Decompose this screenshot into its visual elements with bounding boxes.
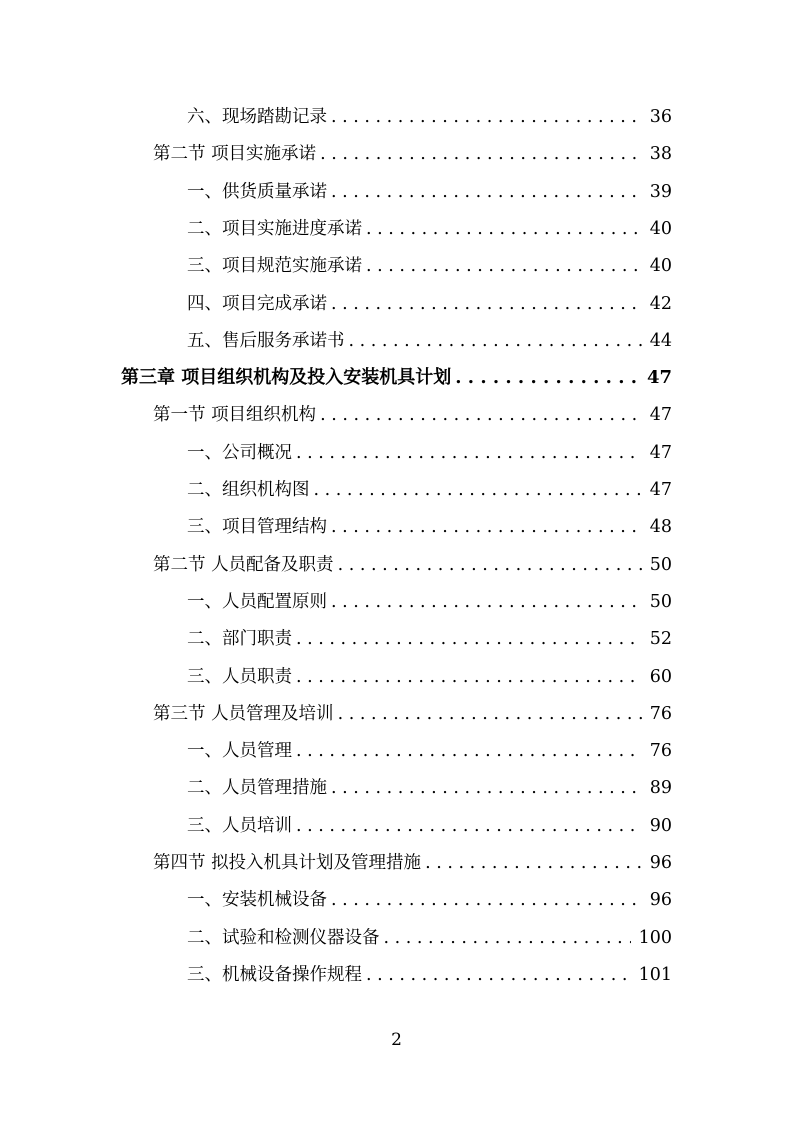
toc-entry-page: 76 xyxy=(649,741,672,762)
dot-leader xyxy=(425,846,642,880)
toc-entry-item xyxy=(187,100,672,134)
toc-entry-page: 47 xyxy=(649,480,672,500)
dot-leader xyxy=(320,398,642,432)
toc-entry-title: 三、人员职责 xyxy=(187,666,292,687)
toc-entry-item xyxy=(187,287,672,321)
toc-entry-section xyxy=(153,697,672,731)
toc-entry-page: 40 xyxy=(649,218,672,239)
toc-entry-title: 一、人员管理 xyxy=(187,741,292,762)
dot-leader xyxy=(296,809,642,843)
toc-entry-item xyxy=(187,473,672,507)
dot-leader xyxy=(296,660,642,694)
toc-entry-page: 38 xyxy=(649,144,672,165)
toc-entry-page: 42 xyxy=(649,293,672,314)
toc-entry-page: 76 xyxy=(649,703,672,724)
toc-entry-page: 100 xyxy=(638,927,672,948)
toc-entry-item xyxy=(187,175,672,209)
toc-entry-item xyxy=(187,585,672,619)
toc-entry-title: 第三节 人员管理及培训 xyxy=(153,703,334,724)
toc-entry-title: 六、现场踏勘记录 xyxy=(187,107,327,127)
toc-entry-page: 50 xyxy=(649,591,672,612)
toc-entry-page: 101 xyxy=(638,964,672,985)
toc-entry-page: 44 xyxy=(649,330,672,351)
toc-entry-item xyxy=(187,324,672,358)
toc-entry-item xyxy=(187,436,672,470)
toc-entry-title: 一、安装机械设备 xyxy=(187,890,327,911)
dot-leader xyxy=(331,175,642,209)
toc-entry-title: 三、人员培训 xyxy=(187,815,292,836)
toc-entry-page: 89 xyxy=(649,778,672,799)
toc-entry-page: 90 xyxy=(649,815,672,836)
toc-entry-section xyxy=(153,846,672,880)
dot-leader xyxy=(320,137,642,171)
toc-entry-page: 47 xyxy=(646,367,672,389)
dot-leader xyxy=(338,697,642,731)
dot-leader xyxy=(296,734,642,768)
toc-entry-title: 一、公司概况 xyxy=(187,442,292,463)
toc-entry-item xyxy=(187,660,672,694)
dot-leader xyxy=(331,771,642,805)
toc-entry-title: 第三章 项目组织机构及投入安装机具计划 xyxy=(121,367,452,389)
toc-entry-title: 第一节 项目组织机构 xyxy=(153,405,317,426)
toc-entry-page: 96 xyxy=(649,853,672,873)
toc-entry-section xyxy=(153,548,672,582)
toc-entry-page: 47 xyxy=(649,405,672,426)
toc-entry-item xyxy=(187,883,672,917)
dot-leader xyxy=(349,324,642,358)
toc-entry-page: 39 xyxy=(649,181,672,202)
dot-leader xyxy=(331,287,642,321)
page-number: 2 xyxy=(391,1030,402,1050)
dot-leader xyxy=(331,100,642,134)
dot-leader xyxy=(331,585,642,619)
toc-entry-title: 三、项目管理结构 xyxy=(187,517,327,538)
toc-entry-section xyxy=(153,398,672,432)
toc-entry-page: 47 xyxy=(649,442,672,463)
toc-entry-title: 第四节 拟投入机具计划及管理措施 xyxy=(153,853,422,873)
toc-entry-title: 二、人员管理措施 xyxy=(187,778,327,799)
dot-leader xyxy=(338,548,642,582)
toc-entry-item xyxy=(187,921,672,955)
toc-entry-title: 五、售后服务承诺书 xyxy=(187,330,345,351)
toc-entry-page: 36 xyxy=(649,107,672,127)
toc-entry-page: 48 xyxy=(649,517,672,538)
toc-entry-title: 二、组织机构图 xyxy=(187,480,310,500)
toc-entry-item xyxy=(187,958,672,992)
toc-entry-title: 第二节 项目实施承诺 xyxy=(153,144,317,165)
dot-leader xyxy=(366,212,642,246)
toc-entry-chapter xyxy=(121,361,672,395)
toc-entry-title: 二、试验和检测仪器设备 xyxy=(187,927,380,948)
toc-entry-page: 60 xyxy=(649,666,672,687)
toc-entry-item xyxy=(187,734,672,768)
toc-entry-item xyxy=(187,771,672,805)
dot-leader xyxy=(455,361,639,395)
toc-entry-title: 二、部门职责 xyxy=(187,629,292,650)
toc-entry-page: 40 xyxy=(649,256,672,277)
toc-entry-title: 第二节 人员配备及职责 xyxy=(153,554,334,575)
toc-entry-title: 一、供货质量承诺 xyxy=(187,181,327,202)
toc-entry-title: 四、项目完成承诺 xyxy=(187,293,327,314)
dot-leader xyxy=(331,510,642,544)
dot-leader xyxy=(314,473,642,507)
dot-leader xyxy=(384,921,631,955)
toc-entry-title: 二、项目实施进度承诺 xyxy=(187,218,362,239)
toc-entry-page: 50 xyxy=(649,554,672,575)
dot-leader xyxy=(366,958,631,992)
dot-leader xyxy=(366,249,642,283)
toc-entry-title: 三、项目规范实施承诺 xyxy=(187,256,362,277)
toc-entry-title: 三、机械设备操作规程 xyxy=(187,964,362,985)
toc-entry-item xyxy=(187,622,672,656)
toc-entry-item xyxy=(187,212,672,246)
toc-entry-title: 一、人员配置原则 xyxy=(187,591,327,612)
toc-entry-page: 96 xyxy=(649,890,672,911)
toc-entry-item xyxy=(187,510,672,544)
toc-entry-page: 52 xyxy=(649,629,672,650)
dot-leader xyxy=(296,436,642,470)
dot-leader xyxy=(331,883,642,917)
dot-leader xyxy=(296,622,642,656)
toc-entry-item xyxy=(187,249,672,283)
toc-entry-section xyxy=(153,137,672,171)
toc-entry-item xyxy=(187,809,672,843)
